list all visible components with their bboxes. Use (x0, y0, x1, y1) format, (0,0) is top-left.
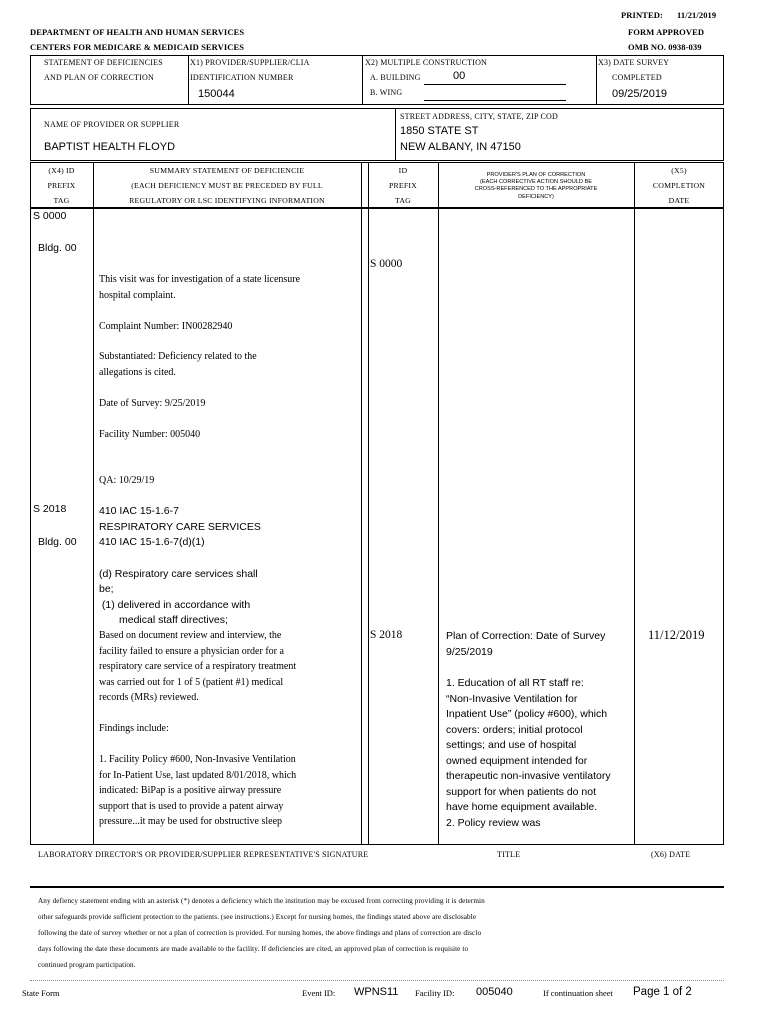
building-label: A. BUILDING (370, 73, 421, 82)
date-of-survey-text: Date of Survey: 9/25/2019 (99, 398, 206, 409)
event-id-value: WPNS11 (354, 986, 399, 998)
printed-label: PRINTED: (621, 10, 663, 20)
right-tag-s0000: S 0000 (370, 258, 403, 270)
facility-id-value: 005040 (476, 986, 513, 998)
building-00-second: Bldg. 00 (38, 536, 77, 548)
title-label: TITLE (497, 850, 521, 859)
printed-date: 11/21/2019 (677, 10, 717, 20)
finding-summary-text: Based on document review and interview, the facility failed to ensure a physician order for a respiratory care service of a respiratory treatment was carried out for 1 of 5 (patient #1) medical records (MRs) reviewed. (99, 630, 297, 703)
survey-date-value: 09/25/2019 (612, 88, 668, 100)
x5-completion-date-header: (X5) COMPLETION DATE (652, 166, 706, 205)
rule-text-directives: medical staff directives; (119, 614, 228, 626)
substantiated-text: Substantiated: Deficiency related to the allegations is cited. (99, 351, 257, 378)
facility-id-label: Facility ID: (415, 988, 455, 998)
centers-name: CENTERS FOR MEDICARE & MEDICAID SERVICES (30, 42, 245, 52)
date-survey-label: X3) DATE SURVEY (598, 58, 670, 67)
department-name: DEPARTMENT OF HEALTH AND HUMAN SERVICES (30, 27, 245, 37)
plan-of-correction-items: 1. Education of all RT staff re: “Non-Invasive Ventilation for Inpatient Use” (policy #600), which covers: orders; initial protocol settings; and use of hospital owned equipment intended for therapeutic non-invasive ventilatory support for when patients do not have home equipment available. 2. Policy review was (446, 677, 611, 829)
complaint-number-text: Complaint Number: IN00282940 (99, 321, 233, 332)
continuation-sheet-label: If continuation sheet (543, 988, 613, 998)
provider-id-label: X1) PROVIDER/SUPPLIER/CLIA (190, 58, 310, 67)
rule-text-d: (d) Respiratory care services shall (99, 568, 258, 580)
wing-label: B. WING (370, 88, 403, 97)
completed-label: COMPLETED (612, 73, 662, 82)
x6-date-label: (X6) DATE (651, 850, 691, 859)
multiple-construction-label: X2) MULTIPLE CONSTRUCTION (365, 58, 488, 67)
tag-s2018: S 2018 (33, 503, 67, 515)
signature-line (30, 886, 724, 888)
provider-name-label: NAME OF PROVIDER OR SUPPLIER (44, 120, 180, 129)
summary-statement-header: SUMMARY STATEMENT OF DEFICIENCIE (EACH DEFICIENCY MUST BE PRECEDED BY FULL REGULATORY OR LSC IDENTIFYING INFORMATION (129, 166, 325, 205)
plan-of-correction-intro: Plan of Correction: Date of Survey 9/25/2019 (446, 630, 606, 658)
event-id-label: Event ID: (302, 988, 336, 998)
disclaimer-text: Any defiency statement ending with an asterisk (*) denotes a deficiency which the institution may be excused from correcting providing it is determin other safeguards provide sufficient protection to the patients. (see instructions.) Except for nursing homes, the findings stated above are disclosable following the date of survey whether or not a plan of correction is provided. For nursing homes, the above findings and plans of correction are disclo days following the date these documents are made available to the facility. If deficiencies are cited, an approved plan of correction is requisite to continued program participation. (38, 897, 485, 969)
rule-text-be: be; (99, 583, 114, 595)
omb-number: OMB NO. 0938-039 (628, 42, 702, 52)
provider-id-value: 150044 (198, 88, 235, 100)
address-street: 1850 STATE ST (400, 125, 479, 137)
director-signature-label: LABORATORY DIRECTOR'S OR PROVIDER/SUPPLIER REPRESENTATIVE'S SIGNATURE (38, 850, 369, 859)
rule-text-delivered: (1) delivered in accordance with (99, 599, 251, 611)
completion-date: 11/12/2019 (648, 628, 705, 642)
page-number: Page 1 of 2 (633, 986, 692, 998)
rule-citation: 410 IAC 15-1.6-7 (99, 505, 179, 517)
rule-title: RESPIRATORY CARE SERVICES (99, 521, 261, 533)
provider-box (30, 108, 724, 161)
rule-subsection: 410 IAC 15-1.6-7(d)(1) (99, 536, 205, 548)
right-tag-s2018: S 2018 (370, 629, 403, 641)
form-approved: FORM APPROVED (628, 27, 705, 37)
address-label: STREET ADDRESS, CITY, STATE, ZIP COD (400, 112, 558, 121)
building-value: 00 (453, 70, 466, 82)
state-form-label: State Form (22, 988, 60, 998)
building-00-first: Bldg. 00 (38, 242, 77, 254)
facility-policy-text: 1. Facility Policy #600, Non-Invasive Ventilation for In-Patient Use, last updated 8/01/2018, which indicated: BiPap is a positive airway pressure support that is used to provide a patent airway pressure...it may be used for obstructive sleep (99, 754, 297, 827)
visit-purpose-text: This visit was for investigation of a state licensure hospital complaint. (99, 274, 301, 301)
identification-number-label: IDENTIFICATION NUMBER (190, 73, 294, 82)
x4-id-prefix-tag-header: (X4) ID PREFIX TAG (47, 166, 76, 205)
footer-divider (30, 980, 724, 981)
qa-text: QA: 10/29/19 (99, 475, 155, 486)
findings-include-text: Findings include: (99, 723, 169, 734)
id-prefix-tag-header: ID PREFIX TAG (388, 166, 418, 205)
provider-name-value: BAPTIST HEALTH FLOYD (44, 141, 176, 153)
address-city-state-zip: NEW ALBANY, IN 47150 (400, 141, 521, 153)
statement-label: STATEMENT OF DEFICIENCIES (44, 58, 163, 67)
facility-number-text: Facility Number: 005040 (99, 429, 201, 440)
plan-of-correction-label: AND PLAN OF CORRECTION (44, 73, 154, 82)
plan-of-correction-header: PROVIDER'S PLAN OF CORRECTION (EACH CORRECTIVE ACTION SHOULD BE CROSS-REFERENCED TO THE APPROPRIATE DEFICIENCY) (474, 172, 598, 200)
tag-s0000: S 0000 (33, 210, 67, 222)
